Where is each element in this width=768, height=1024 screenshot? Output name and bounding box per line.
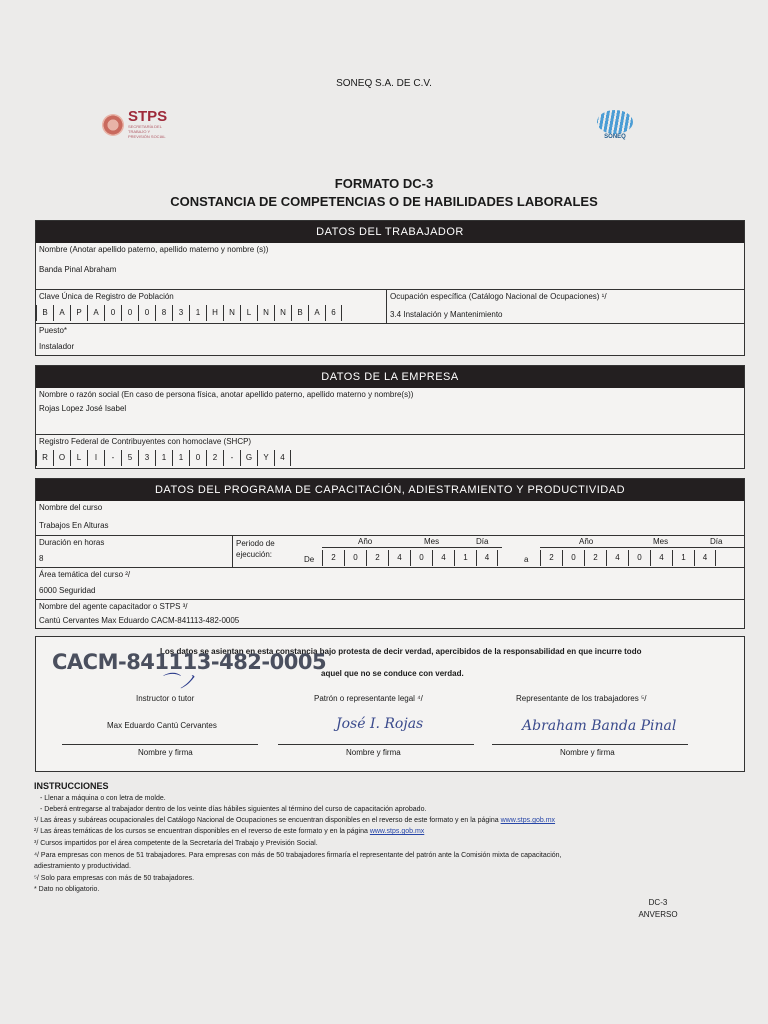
company-name: SONEQ S.A. DE C.V. [336, 78, 432, 89]
start-day-header: Día [476, 537, 489, 546]
subject-area-row [36, 567, 744, 599]
char-cell[interactable]: R [36, 450, 53, 466]
char-cell[interactable]: N [274, 305, 291, 321]
subject-area-value[interactable]: 6000 Seguridad [39, 586, 96, 595]
worker-position-row [36, 323, 744, 355]
instruction-line: adiestramiento y productividad. [34, 863, 131, 870]
char-cell[interactable]: 4 [432, 550, 454, 566]
char-cell[interactable]: I [87, 450, 104, 466]
position-value[interactable]: Instalador [39, 342, 75, 351]
period-label-2: ejecución: [236, 550, 273, 559]
position-label: Puesto* [39, 326, 68, 335]
employer-signature: José I. Rojas [336, 716, 424, 732]
course-duration-row [36, 535, 744, 567]
char-cell[interactable]: 4 [650, 550, 672, 566]
worker-name-row [36, 243, 744, 289]
char-cell[interactable]: 4 [274, 450, 291, 466]
form-code: DC-3 [648, 898, 668, 907]
char-cell[interactable]: 4 [606, 550, 628, 566]
soneq-logo-icon [597, 110, 633, 134]
char-cell[interactable]: A [53, 305, 70, 321]
declaration-line-1: Los datos se asientan en esta constancia bajo protesta de decir verdad, apercibidos de la responsabilidad en que incurre todo [160, 647, 642, 656]
char-cell[interactable]: 0 [628, 550, 650, 566]
char-cell[interactable]: 4 [694, 550, 716, 566]
instruction-line [34, 828, 424, 835]
char-cell[interactable]: H [206, 305, 223, 321]
instruction-line [34, 817, 555, 824]
period-to-label: a [524, 555, 529, 564]
instruction-text: ¹/ Las áreas y subáreas ocupacionales del Catálogo Nacional de Ocupaciones se encuentran disponibles en el reverso de este formato y en la página [34, 817, 501, 824]
char-cell[interactable]: 0 [121, 305, 138, 321]
subject-area-label: Área temática del curso ²/ [39, 570, 131, 579]
declaration-line-2: aquel que no se conduce con verdad. [321, 669, 464, 678]
start-month-header: Mes [424, 537, 440, 546]
end-year-header: Año [579, 537, 594, 546]
occupation-value[interactable]: 3.4 Instalación y Mantenimiento [390, 310, 503, 319]
company-header: DATOS DE LA EMPRESA [36, 366, 744, 388]
instructor-name-signature-caption: Nombre y firma [138, 748, 193, 757]
char-cell[interactable]: A [87, 305, 104, 321]
worker-header: DATOS DEL TRABAJADOR [36, 221, 744, 243]
stps-logo-text: STPS [128, 108, 168, 125]
worker-curp-row [36, 289, 744, 323]
trainer-row [36, 599, 744, 629]
char-cell[interactable]: 0 [138, 305, 155, 321]
char-cell[interactable]: O [53, 450, 70, 466]
soneq-logo [594, 110, 636, 140]
char-cell[interactable]: 8 [155, 305, 172, 321]
form-side: ANVERSO [638, 910, 678, 919]
char-cell[interactable]: A [308, 305, 325, 321]
instructor-signature-icon: ⌒ノ [160, 672, 196, 693]
period-label-1: Periodo de [236, 539, 275, 548]
worker-rep-label: Representante de los trabajadores ⁵/ [516, 694, 647, 703]
char-cell[interactable]: 2 [540, 550, 562, 566]
instruction-line: ³/ Cursos impartidos por el área competente de la Secretaría del Trabajo y Previsión Social. [34, 840, 318, 847]
instruction-line: ⁵/ Solo para empresas con más de 50 trabajadores. [34, 875, 195, 882]
char-cell[interactable]: 0 [104, 305, 121, 321]
char-cell[interactable]: 1 [172, 450, 189, 466]
seal-icon [102, 114, 124, 136]
form-title: FORMATO DC-3 [334, 176, 434, 191]
char-cell[interactable]: N [223, 305, 240, 321]
end-date-cells[interactable] [540, 550, 716, 566]
char-cell[interactable]: 2 [366, 550, 388, 566]
company-name-label: Nombre o razón social (En caso de persona física, anotar apellido paterno, apellido materno y nombre(s)) [39, 390, 414, 399]
char-cell[interactable]: 2 [206, 450, 223, 466]
instruction-text: ²/ Las áreas temáticas de los cursos se encuentran disponibles en el reverso de este formato y en la página [34, 828, 370, 835]
char-cell[interactable]: 1 [155, 450, 172, 466]
duration-value[interactable]: 8 [39, 554, 44, 563]
end-month-header: Mes [653, 537, 669, 546]
company-section [35, 365, 745, 469]
trainer-label: Nombre del agente capacitador o STPS ³/ [39, 602, 188, 611]
stps-logo-subtext: SECRETARÍA DEL TRABAJO Y PREVISIÓN SOCIAL [128, 124, 166, 139]
instruction-line: * Dato no obligatorio. [34, 886, 100, 893]
company-name-row [36, 388, 744, 434]
instruction-line: - Deberá entregarse al trabajador dentro de los veinte días hábiles siguientes al término del curso de capacitación aprobado. [40, 806, 427, 813]
start-date-cells[interactable] [322, 550, 498, 566]
worker-section [35, 220, 745, 356]
trainer-value[interactable]: Cantú Cervantes Max Eduardo CACM-841113-482-0005 [39, 616, 240, 625]
char-cell[interactable]: B [291, 305, 308, 321]
instruction-line: ⁴/ Para empresas con menos de 51 trabajadores. Para empresas con más de 50 trabajadores firmaría el representante del patrón ante la Comisión mixta de capacitación, [34, 852, 562, 859]
worker-rep-name-signature-caption: Nombre y firma [560, 748, 615, 757]
char-cell[interactable]: 5 [121, 450, 138, 466]
stps-link[interactable]: www.stps.gob.mx [369, 828, 425, 835]
form-subtitle: CONSTANCIA DE COMPETENCIAS O DE HABILIDADES LABORALES [170, 194, 598, 209]
char-cell[interactable]: N [257, 305, 274, 321]
char-cell[interactable]: 0 [562, 550, 584, 566]
char-cell[interactable]: L [70, 450, 87, 466]
company-name-value[interactable]: Rojas Lopez José Isabel [39, 404, 127, 413]
instruction-line: - Llenar a máquina o con letra de molde. [40, 795, 166, 802]
char-cell[interactable]: 6 [325, 305, 342, 321]
char-cell[interactable]: 1 [454, 550, 476, 566]
worker-name-value[interactable]: Banda Pinal Abraham [39, 265, 117, 274]
rfc-label: Registro Federal de Contribuyentes con homoclave (SHCP) [39, 437, 252, 446]
char-cell[interactable]: 0 [410, 550, 432, 566]
soneq-logo-text: SONEQ [604, 134, 626, 140]
end-day-header: Día [710, 537, 723, 546]
char-cell[interactable]: 2 [584, 550, 606, 566]
course-name-row [36, 501, 744, 535]
program-section [35, 478, 745, 629]
char-cell[interactable]: B [36, 305, 53, 321]
curp-cells[interactable] [36, 305, 342, 321]
worker-name-label: Nombre (Anotar apellido paterno, apellido materno y nombre (s)) [39, 245, 269, 254]
char-cell[interactable]: Y [257, 450, 274, 466]
instructor-name: Max Eduardo Cantú Cervantes [107, 721, 217, 730]
program-header: DATOS DEL PROGRAMA DE CAPACITACIÓN, ADIESTRAMIENTO Y PRODUCTIVIDAD [36, 479, 744, 501]
char-cell[interactable]: - [223, 450, 240, 466]
curp-label: Clave Única de Registro de Población [39, 292, 174, 301]
course-name-label: Nombre del curso [39, 503, 103, 512]
char-cell[interactable]: P [70, 305, 87, 321]
rfc-cells[interactable] [36, 450, 291, 466]
duration-label: Duración en horas [39, 538, 105, 547]
company-rfc-row [36, 434, 744, 468]
char-cell[interactable]: G [240, 450, 257, 466]
char-cell[interactable]: 3 [138, 450, 155, 466]
char-cell[interactable]: 1 [189, 305, 206, 321]
occupation-label: Ocupación específica (Catálogo Nacional de Ocupaciones) ¹/ [390, 292, 607, 301]
char-cell[interactable]: 4 [476, 550, 498, 566]
stps-logo [102, 110, 168, 139]
course-name-value[interactable]: Trabajos En Alturas [39, 521, 109, 530]
char-cell[interactable]: 4 [388, 550, 410, 566]
period-from-label: De [304, 555, 315, 564]
char-cell[interactable]: L [240, 305, 257, 321]
employer-label: Patrón o representante legal ⁴/ [314, 694, 423, 703]
trainer-registration-stamp: CACM-841113-482-0005 [52, 650, 327, 674]
worker-rep-signature: Abraham Banda Pinal [522, 718, 677, 734]
char-cell[interactable]: - [104, 450, 121, 466]
employer-name-signature-caption: Nombre y firma [346, 748, 401, 757]
instructor-label: Instructor o tutor [136, 694, 195, 703]
stps-link[interactable]: www.stps.gob.mx [500, 817, 556, 824]
start-year-header: Año [358, 537, 373, 546]
char-cell[interactable]: 0 [344, 550, 366, 566]
char-cell[interactable]: 3 [172, 305, 189, 321]
char-cell[interactable]: 1 [672, 550, 694, 566]
char-cell[interactable]: 0 [189, 450, 206, 466]
char-cell[interactable]: 2 [322, 550, 344, 566]
instructions-title: INSTRUCCIONES [34, 781, 109, 791]
